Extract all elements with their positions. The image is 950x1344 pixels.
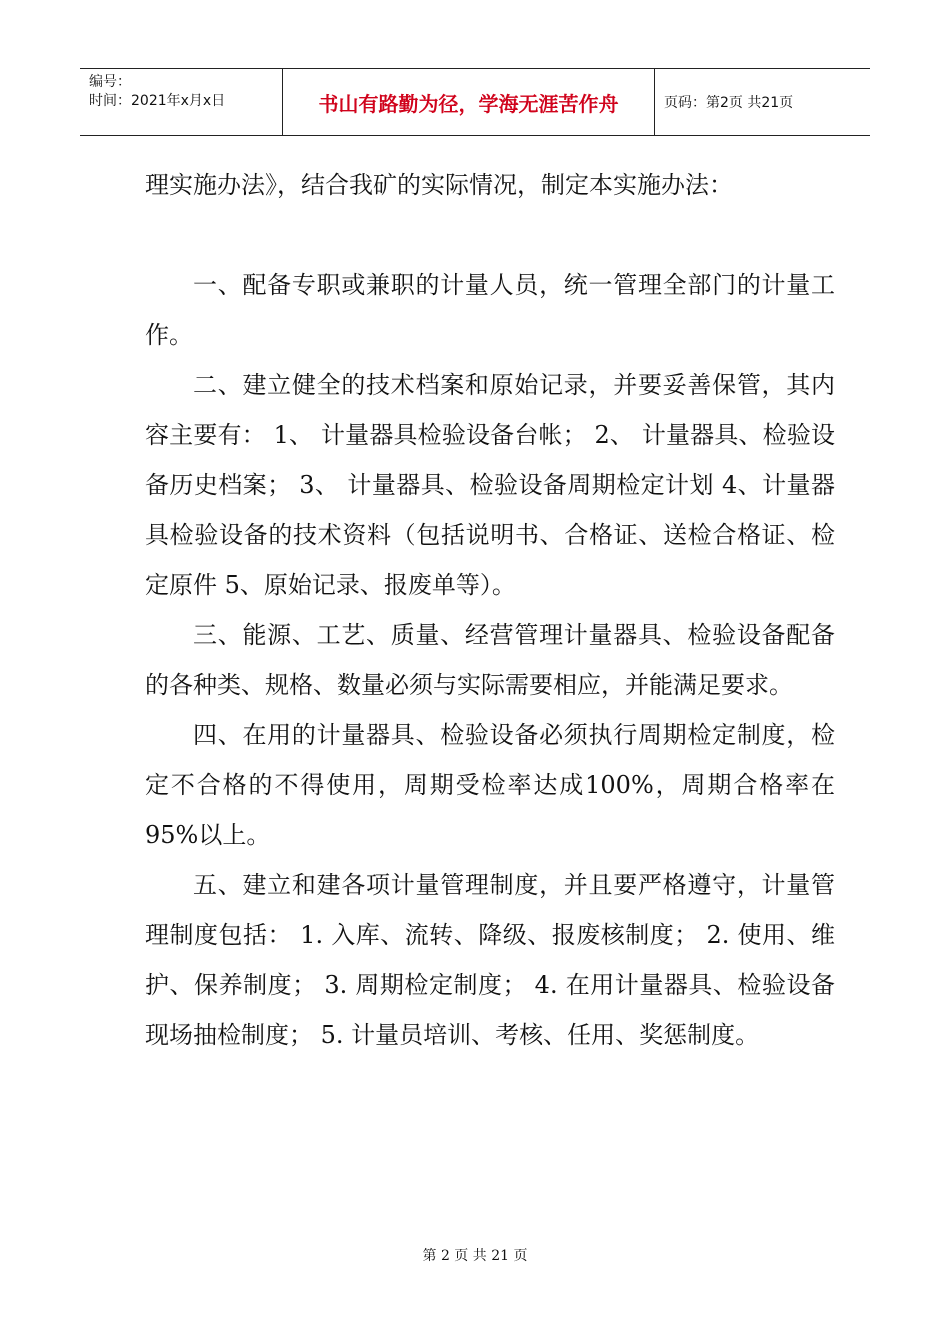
document-date: 时间：2021年x月x日 — [89, 93, 226, 109]
header-meta — [80, 69, 283, 135]
document-body — [145, 160, 835, 1060]
document-number: 编号： — [89, 74, 131, 90]
paragraph-4: 四、在用的计量器具、检验设备必须执行周期检定制度，检定不合格的不得使用，周期受检率达成100%，周期合格率在95%以上。 — [145, 721, 835, 849]
paragraph-5: 五、建立和建各项计量管理制度，并且要严格遵守，计量管理制度包括： 1. 入库、流转、降级、报废核制度； 2. 使用、维护、保养制度； 3. 周期检定制度； 4. 在用计量器具、检验设备现场抽检制度； 5. 计量员培训、考核、任用、奖惩制度。 — [145, 871, 835, 1049]
paragraph-gap — [145, 210, 835, 260]
paragraph-2: 二、建立健全的技术档案和原始记录，并要妥善保管，其内容主要有： 1、 计量器具检验设备台帐； 2、 计量器具、检验设备历史档案； 3、 计量器具、检验设备周期检定计划 4、计量器具检验设备的技术资料（包括说明书、合格证、送检合格证、检定原件 5、原始记录、报废单等）。 — [145, 371, 835, 599]
page-footer: 第 2 页 共 21 页 — [422, 1248, 528, 1264]
paragraph-1: 一、配备专职或兼职的计量人员，统一管理全部门的计量工作。 — [145, 271, 835, 349]
paragraph-3: 三、能源、工艺、质量、经营管理计量器具、检验设备配备的各种类、规格、数量必须与实际需要相应，并能满足要求。 — [145, 621, 835, 699]
header-page-info: 页码：第2页 共21页 — [664, 95, 794, 111]
continuation-text: 理实施办法》，结合我矿的实际情况，制定本实施办法： — [145, 171, 733, 199]
page-header — [80, 68, 870, 136]
header-motto: 书山有路勤为径，学海无涯苦作舟 — [283, 69, 655, 135]
